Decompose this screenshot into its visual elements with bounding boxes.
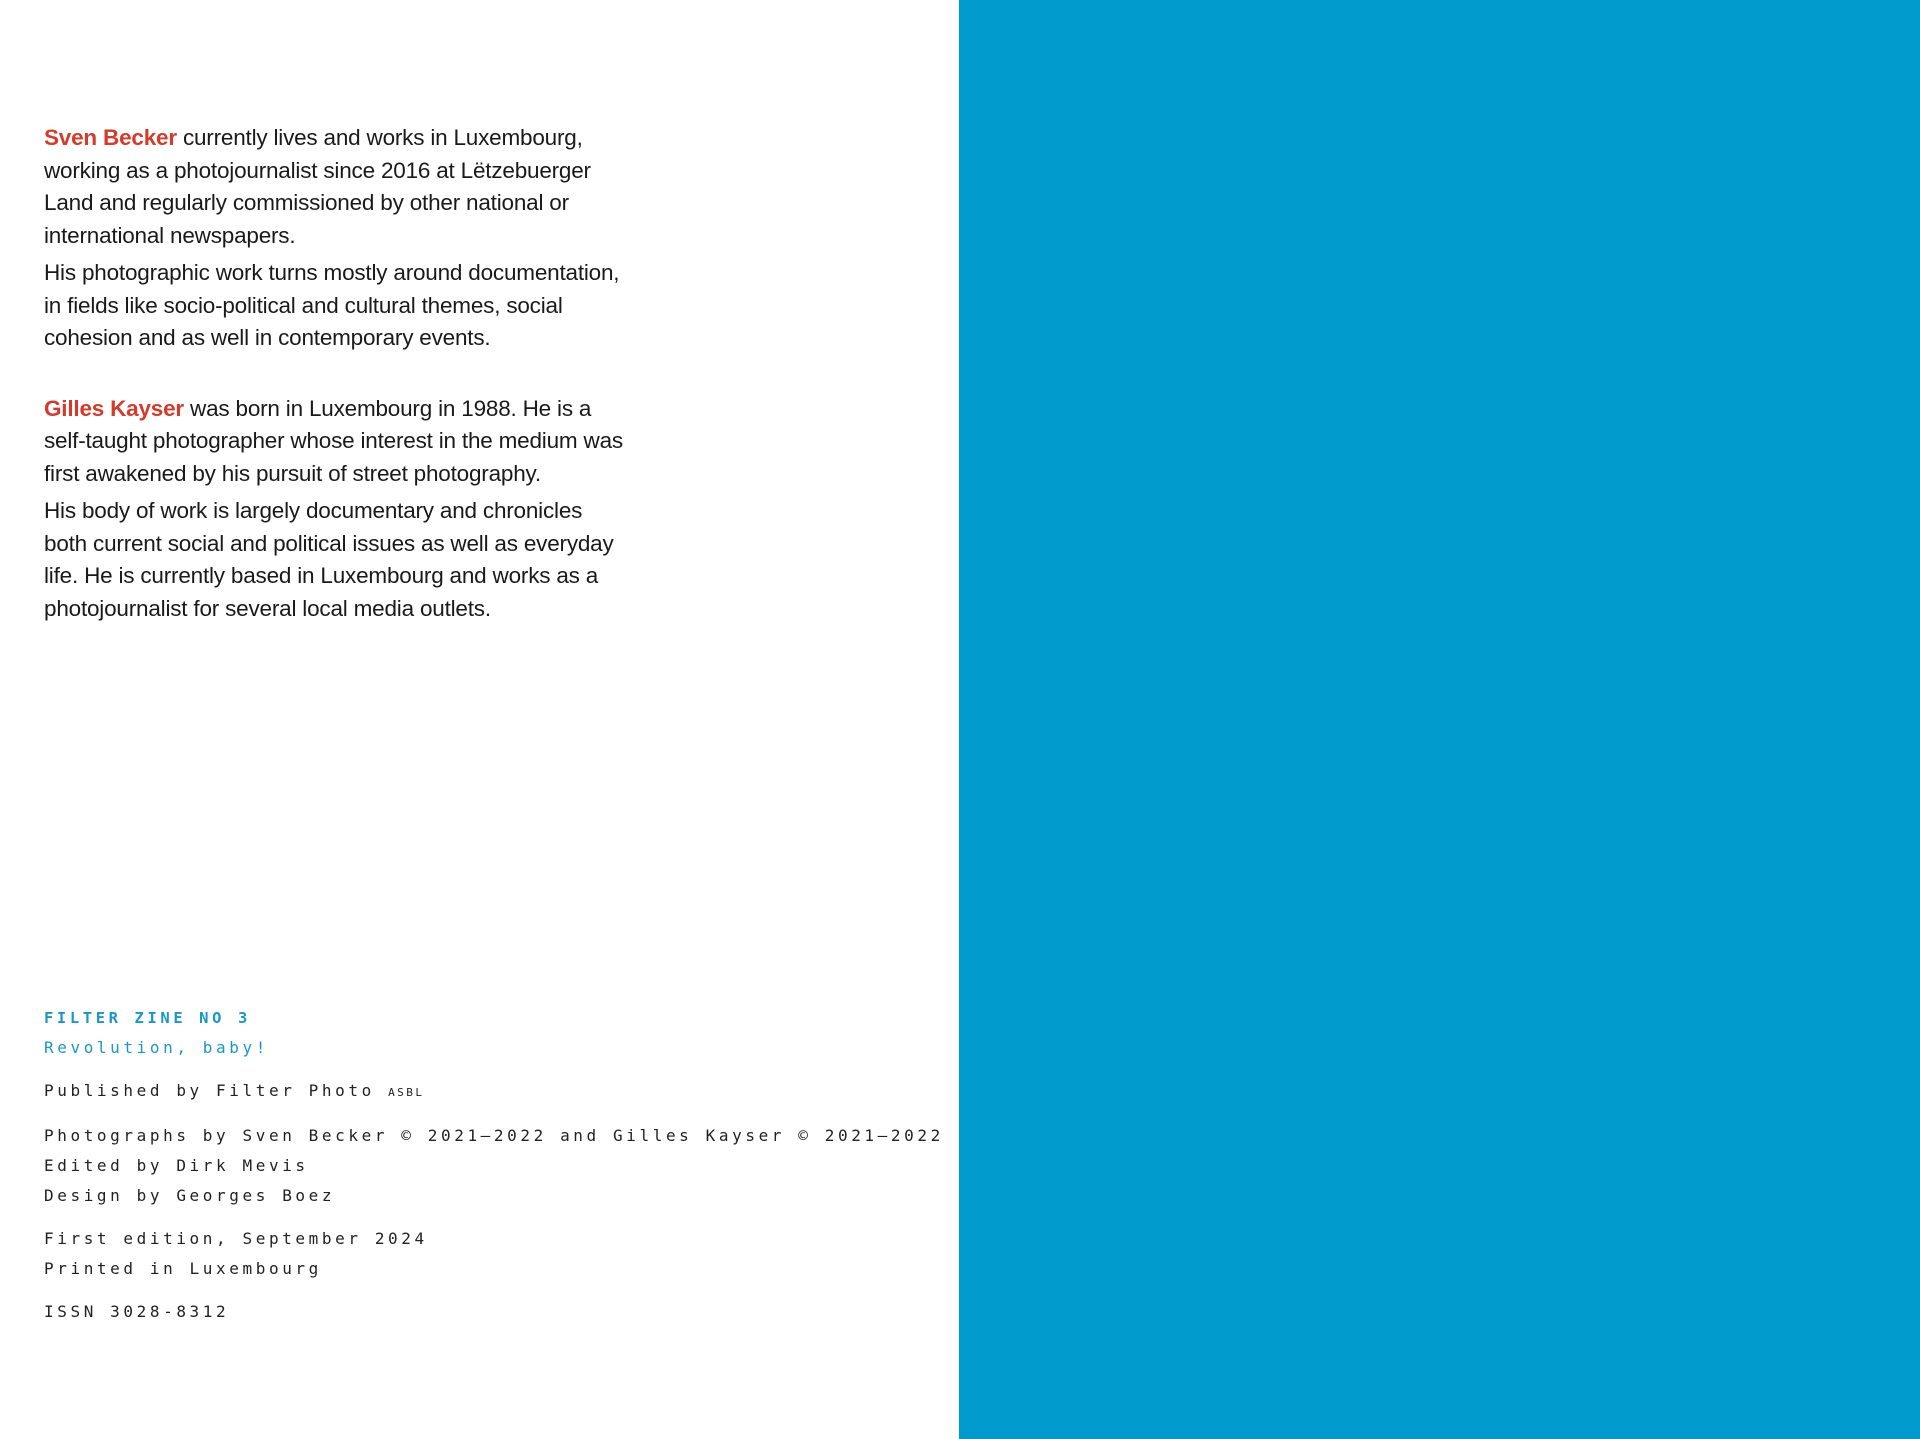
bio-name: Gilles Kayser xyxy=(44,395,184,421)
design-credit: Design by Georges Boez xyxy=(44,1186,336,1205)
bio-paragraph xyxy=(44,122,624,252)
bio-paragraph xyxy=(44,393,624,491)
editor-credit: Edited by Dirk Mevis xyxy=(44,1156,309,1175)
edition-line: First edition, September 2024 xyxy=(44,1229,428,1248)
bio-paragraph: His photographic work turns mostly around documentation, in fields like socio-political and cultural themes, social cohesion and as well in contemporary events. xyxy=(44,260,620,350)
colophon-publisher-group xyxy=(44,1076,944,1108)
publisher-legal-form: ASBL xyxy=(388,1086,425,1099)
left-page xyxy=(0,0,959,1439)
colophon-credits-group xyxy=(44,1121,944,1211)
bio-paragraph: His body of work is largely documentary and chronicles both current social and political issues as well as everyday life. He is currently based in Luxembourg and works as a photojournalist for several local media outlets. xyxy=(44,498,614,621)
right-page-color-block xyxy=(959,0,1920,1439)
bio-text: currently lives and works in Luxembourg, working as a photojournalist since 2016 at Lëtzebuerger Land and regularly commissioned by other national or international newspapers. xyxy=(44,125,591,248)
bio-text: was born in Luxembourg in 1988. He is a self-taught photographer whose interest in the medium was first awakened by his pursuit of street photography. xyxy=(44,395,623,486)
bio-sven-becker xyxy=(44,122,624,355)
publisher-text: Published by Filter Photo xyxy=(44,1081,389,1100)
zine-title: FILTER ZINE NO 3 xyxy=(44,1009,251,1027)
bio-name: Sven Becker xyxy=(44,125,177,150)
issn-line: ISSN 3028-8312 xyxy=(44,1302,230,1321)
colophon-title-group xyxy=(44,1003,944,1063)
colophon-issn-group xyxy=(44,1297,944,1327)
bio-gilles-kayser xyxy=(44,393,624,626)
biographies xyxy=(44,122,624,625)
colophon-edition-group xyxy=(44,1224,944,1284)
photographs-credit: Photographs by Sven Becker © 2021–2022 and Gilles Kayser © 2021–2022 xyxy=(44,1126,944,1145)
colophon xyxy=(44,1003,944,1327)
publisher-line xyxy=(44,1076,944,1108)
zine-subtitle: Revolution, baby! xyxy=(44,1038,269,1057)
printed-line: Printed in Luxembourg xyxy=(44,1259,322,1278)
